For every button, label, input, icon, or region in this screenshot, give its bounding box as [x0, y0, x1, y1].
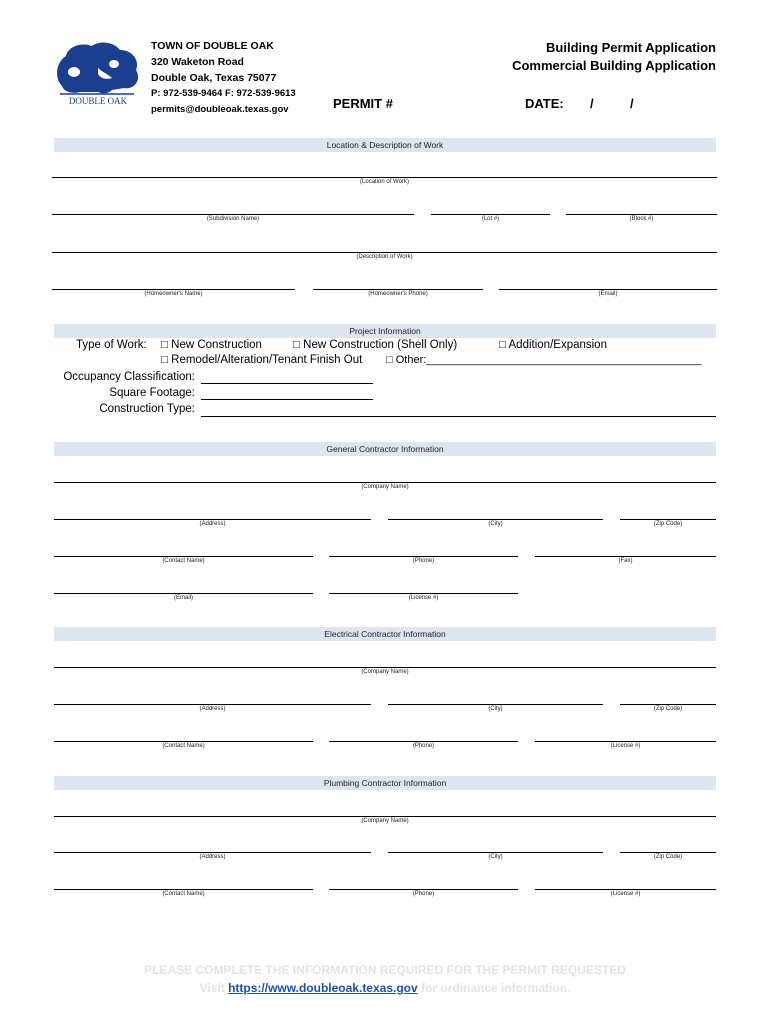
date-separator: / — [590, 96, 594, 111]
checkbox-icon[interactable]: □ — [161, 354, 168, 366]
ec-address-field[interactable] — [54, 704, 371, 705]
homeowner-phone-caption: (Homeowner's Phone) — [368, 291, 428, 297]
footer-visit-line — [0, 980, 770, 997]
ec-contact-caption: (Contact Name) — [162, 743, 205, 749]
footer-notice: PLEASE COMPLETE THE INFORMATION REQUIRED FOR THE PERMIT REQUESTED — [144, 963, 626, 977]
gc-phone-caption: (Phone) — [412, 558, 435, 564]
gc-phone-field[interactable] — [329, 556, 518, 557]
lot-caption: (Lot #) — [481, 216, 500, 222]
section-electrical-contractor-header: Electrical Contractor Information — [54, 627, 716, 641]
pc-phone-caption: (Phone) — [412, 891, 435, 897]
ec-phone-caption: (Phone) — [412, 743, 435, 749]
gc-fax-caption: (Fax) — [618, 558, 633, 564]
ec-license-field[interactable] — [535, 741, 716, 742]
logo-label: DOUBLE OAK — [68, 96, 128, 106]
description-field[interactable] — [52, 252, 717, 253]
section-project-header: Project Information — [54, 324, 716, 338]
lot-field[interactable] — [431, 214, 550, 215]
ec-zip-field[interactable] — [620, 704, 716, 705]
gc-city-field[interactable] — [388, 519, 603, 520]
gc-contact-field[interactable] — [54, 556, 313, 557]
ec-contact-field[interactable] — [54, 741, 313, 742]
gc-address-field[interactable] — [54, 519, 371, 520]
ec-city-field[interactable] — [388, 704, 603, 705]
date-label: DATE: — [525, 96, 564, 111]
option-label: Remodel/Alteration/Tenant Finish Out — [171, 354, 363, 366]
pc-zip-field[interactable] — [620, 852, 716, 853]
form-subtitle: Commercial Building Application — [512, 58, 716, 73]
checkbox-icon[interactable]: □ — [161, 339, 168, 351]
gc-email-field[interactable] — [54, 593, 313, 594]
town-logo — [52, 38, 142, 110]
footer-visit-text: Visit — [199, 981, 225, 995]
ec-phone-field[interactable] — [329, 741, 518, 742]
homeowner-email-caption: (Email) — [598, 291, 618, 297]
ec-license-caption: (License #) — [610, 743, 641, 749]
gc-company-caption: (Company Name) — [361, 484, 409, 490]
form-title-block — [512, 39, 716, 75]
construction-type-label: Construction Type: — [99, 403, 195, 415]
section-general-contractor-header: General Contractor Information — [54, 442, 716, 456]
gc-contact-caption: (Contact Name) — [162, 558, 205, 564]
town-address-block — [151, 38, 296, 118]
phone-fax: P: 972-539-9464 F: 972-539-9613 — [151, 88, 296, 99]
homeowner-phone-field[interactable] — [313, 289, 483, 290]
gc-email-caption: (Email) — [174, 595, 193, 601]
option-new-construction[interactable] — [161, 338, 262, 352]
street-address: 320 Waketon Road — [151, 56, 244, 68]
pc-contact-caption: (Contact Name) — [162, 891, 205, 897]
checkbox-icon[interactable]: □ — [386, 354, 393, 366]
checkbox-icon[interactable]: □ — [499, 339, 506, 351]
pc-phone-field[interactable] — [329, 889, 518, 890]
subdivision-field[interactable] — [52, 214, 414, 215]
gc-license-field[interactable] — [329, 593, 518, 594]
location-field[interactable] — [52, 177, 717, 178]
pc-address-caption: (Address) — [199, 854, 226, 860]
gc-zip-caption: (Zip Code) — [653, 521, 683, 527]
occupancy-label: Occupancy Classification: — [63, 371, 195, 383]
pc-company-field[interactable] — [54, 816, 716, 817]
section-location-header: Location & Description of Work — [54, 138, 716, 152]
footer-after-text: for ordinance information. — [421, 981, 571, 995]
ec-zip-caption: (Zip Code) — [653, 706, 683, 712]
occupancy-field[interactable] — [201, 383, 373, 384]
contact-email: permits@doubleoak.texas.gov — [151, 104, 289, 115]
ec-company-field[interactable] — [54, 667, 716, 668]
construction-type-field[interactable] — [201, 416, 716, 417]
square-footage-label: Square Footage: — [109, 387, 195, 399]
pc-city-field[interactable] — [388, 852, 603, 853]
gc-city-caption: (City) — [488, 521, 503, 527]
permit-number-label: PERMIT # — [333, 96, 393, 111]
date-separator: / — [630, 96, 634, 111]
website-link[interactable]: https://www.doubleoak.texas.gov — [228, 981, 418, 995]
pc-license-caption: (License #) — [610, 891, 641, 897]
block-caption: (Block #) — [629, 216, 654, 222]
option-remodel[interactable] — [161, 353, 362, 367]
city-state-zip: Double Oak, Texas 75077 — [151, 72, 277, 84]
option-addition-expansion[interactable] — [499, 338, 607, 352]
option-label: Other:_____________________________________________ — [395, 354, 702, 366]
section-plumbing-contractor-header: Plumbing Contractor Information — [54, 776, 716, 790]
pc-license-field[interactable] — [535, 889, 716, 890]
ec-company-caption: (Company Name) — [361, 669, 409, 675]
location-caption: (Location of Work) — [360, 179, 409, 185]
option-label: Addition/Expansion — [508, 339, 607, 351]
pc-address-field[interactable] — [54, 852, 371, 853]
form-title: Building Permit Application — [546, 40, 716, 55]
option-new-construction-shell[interactable] — [293, 338, 457, 352]
ec-city-caption: (City) — [488, 706, 503, 712]
pc-city-caption: (City) — [488, 854, 503, 860]
pc-contact-field[interactable] — [54, 889, 313, 890]
gc-fax-field[interactable] — [535, 556, 716, 557]
option-label: New Construction — [171, 339, 262, 351]
gc-company-field[interactable] — [54, 482, 716, 483]
homeowner-name-caption: (Homeowner's Name) — [144, 291, 203, 297]
description-caption: (Description of Work) — [356, 254, 413, 260]
pc-company-caption: (Company Name) — [361, 818, 409, 824]
option-other[interactable] — [386, 353, 702, 367]
gc-license-caption: (License #) — [408, 595, 439, 601]
pc-zip-caption: (Zip Code) — [653, 854, 683, 860]
town-name: TOWN OF DOUBLE OAK — [151, 40, 274, 52]
option-label: New Construction (Shell Only) — [303, 339, 458, 351]
gc-address-caption: (Address) — [199, 521, 226, 527]
homeowner-name-field[interactable] — [52, 289, 295, 290]
square-footage-field[interactable] — [201, 399, 373, 400]
type-of-work-label: Type of Work: — [76, 339, 147, 351]
gc-zip-field[interactable] — [620, 519, 716, 520]
checkbox-icon[interactable]: □ — [293, 339, 300, 351]
subdivision-caption: (Subdivision Name) — [206, 216, 260, 222]
block-field[interactable] — [566, 214, 717, 215]
ec-address-caption: (Address) — [199, 706, 226, 712]
homeowner-email-field[interactable] — [499, 289, 717, 290]
